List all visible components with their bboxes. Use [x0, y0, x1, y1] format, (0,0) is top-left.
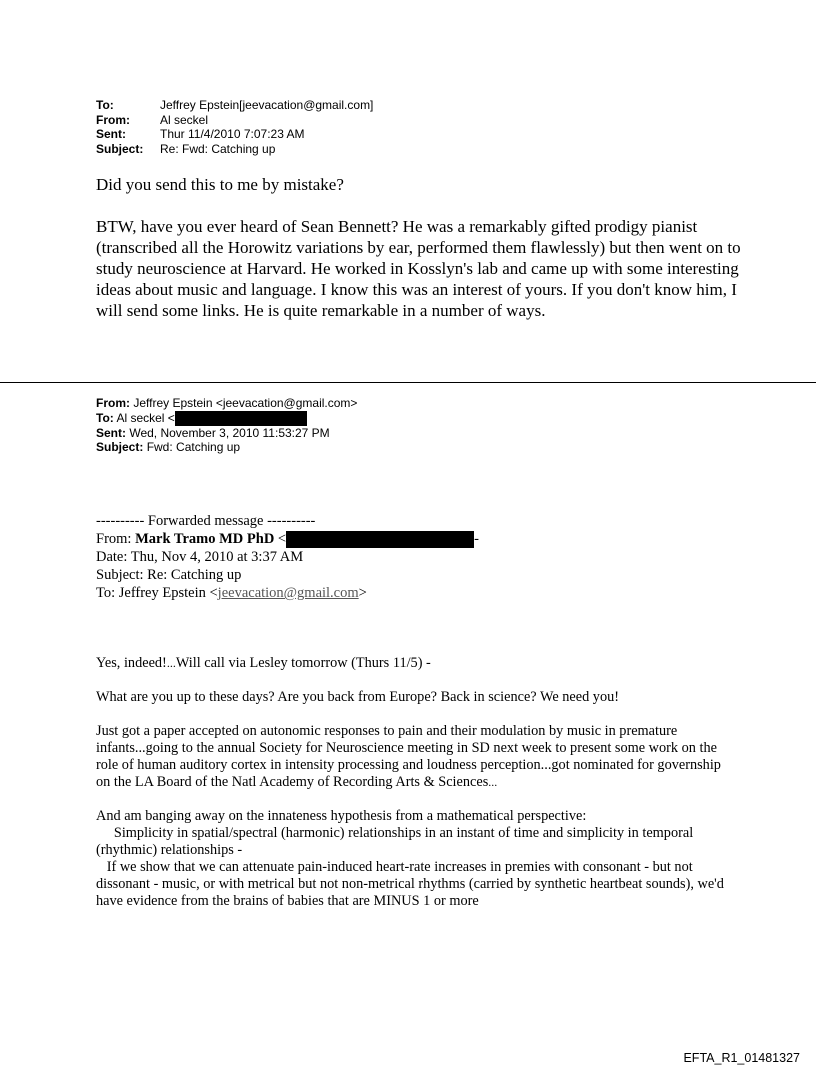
- body-p3-ellipsis: ...: [488, 775, 498, 789]
- forwarded-from-tail: -: [474, 531, 479, 547]
- forwarded-to-prefix: To: Jeffrey Epstein <: [96, 585, 218, 602]
- body-p1-start: Yes, indeed!: [96, 655, 167, 671]
- forwarded-from-bracket: <: [274, 531, 287, 547]
- quoted-sent-value: Wed, November 3, 2010 11:53:27 PM: [129, 425, 330, 440]
- forwarded-body: [96, 655, 736, 927]
- redaction-box: [286, 531, 474, 548]
- redaction-box: [175, 411, 307, 426]
- quoted-subject-row: [96, 440, 357, 455]
- quoted-header: [96, 396, 357, 455]
- forwarded-header: [96, 512, 479, 602]
- email-header: [96, 98, 373, 156]
- header-subject-row: [96, 142, 373, 157]
- reply-body: [96, 174, 746, 342]
- sent-value: Thur 11/4/2010 7:07:23 AM: [160, 127, 305, 141]
- sent-label: Sent:: [96, 127, 126, 141]
- forwarded-to-suffix: >: [358, 585, 367, 602]
- forwarded-date: Date: Thu, Nov 4, 2010 at 3:37 AM: [96, 549, 304, 566]
- header-from-row: [96, 113, 373, 128]
- header-to-row: [96, 98, 373, 113]
- forwarded-subject: Subject: Re: Catching up: [96, 567, 242, 584]
- quoted-from-row: [96, 396, 357, 411]
- message-divider: [0, 382, 816, 383]
- body-p1-ellipsis: ...: [166, 656, 176, 670]
- body-p4-line-2: Simplicity in spatial/spectral (harmonic) relationships in an instant of time and simplicity in temporal (rhythmic) relationships -: [96, 825, 694, 858]
- reply-paragraph-1: Did you send this to me by mistake?: [96, 175, 344, 194]
- body-paragraph-3: [96, 723, 736, 791]
- subject-label: Subject:: [96, 141, 144, 156]
- quoted-sent-row: [96, 426, 357, 441]
- body-p4-line-3: If we show that we can attenuate pain-induced heart-rate increases in premies with consonant - but not dissonant - music, or with metrical but not non-metrical rhythms (carried by synthetic heartbeat sounds), we'd have evidence from the brains of babies that are MINUS 1 or more: [96, 859, 724, 909]
- from-label: From:: [96, 112, 130, 127]
- body-paragraph-2: What are you up to these days? Are you back from Europe? Back in science? We need you!: [96, 689, 620, 705]
- quoted-sent-label: Sent:: [96, 425, 126, 440]
- to-label: To:: [96, 98, 114, 112]
- body-p1-end: Will call via Lesley tomorrow (Thurs 11/5) -: [175, 655, 431, 671]
- from-value: Al seckel: [160, 112, 209, 127]
- reply-paragraph-2: BTW, have you ever heard of Sean Bennett? He was a remarkably gifted prodigy pianist (transcribed all the Horowitz variations by ear, performed them flawlessly) but then went on to study neuroscience at Harvard. He worked in Kosslyn's lab and came up with some interesting ideas about music and language. I know this was an interest of yours. If you don't know him, I will send some links. He is quite remarkable in a number of ways.: [96, 217, 741, 320]
- forwarded-from-name: Mark Tramo MD PhD: [135, 531, 275, 547]
- header-sent-row: [96, 127, 373, 142]
- document-id: EFTA_R1_01481327: [683, 1051, 800, 1065]
- quoted-to-label: To:: [96, 410, 114, 425]
- subject-value: Re: Fwd: Catching up: [160, 141, 276, 156]
- forwarded-to-email-link[interactable]: jeevacation@gmail.com: [217, 585, 359, 602]
- body-paragraph-4: [96, 808, 736, 910]
- forwarded-from-label: From:: [96, 531, 136, 547]
- body-p4-line-1: And am banging away on the innateness hypothesis from a mathematical perspective:: [96, 808, 587, 824]
- forwarded-marker: ---------- Forwarded message ----------: [96, 513, 316, 529]
- quoted-subject-label: Subject:: [96, 440, 144, 455]
- quoted-to-row: [96, 411, 357, 426]
- quoted-from-value: Jeffrey Epstein <jeevacation@gmail.com>: [133, 396, 358, 410]
- quoted-from-label: From:: [96, 396, 130, 410]
- body-p3-text: Just got a paper accepted on autonomic responses to pain and their modulation by music in premature infants...going to the annual Society for Neuroscience meeting in SD next week to present some work on the role of human auditory cortex in intensity processing and loudness perception...got nominated for governship on the LA Board of the Natl Academy of Recording Arts & Sciences: [96, 723, 721, 790]
- forwarded-from-row: [96, 530, 479, 548]
- forwarded-to-row: [96, 584, 479, 602]
- to-value: Jeffrey Epstein[jeevacation@gmail.com]: [160, 98, 374, 112]
- quoted-to-value: Al seckel <: [116, 410, 175, 425]
- body-paragraph-1: [96, 655, 736, 672]
- quoted-subject-value: Fwd: Catching up: [146, 440, 241, 455]
